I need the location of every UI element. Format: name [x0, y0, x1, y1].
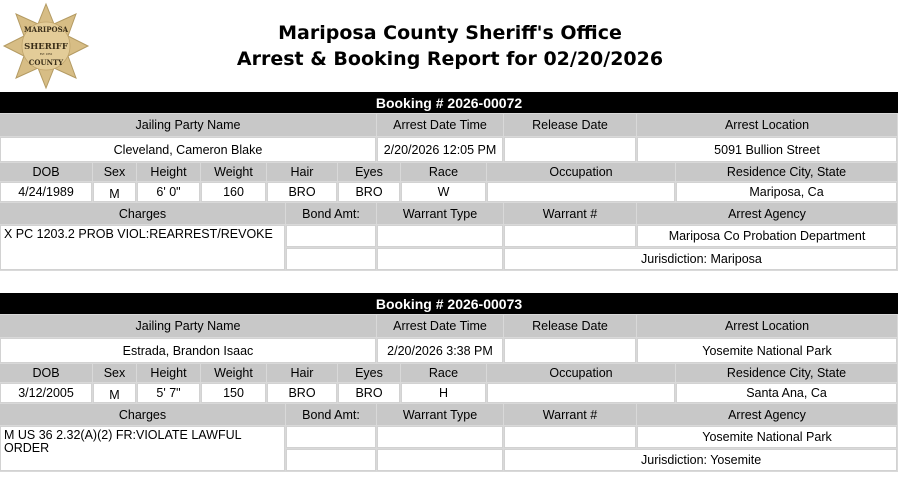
value-arrest-location: Yosemite National Park [637, 338, 897, 363]
booking-record [0, 293, 898, 473]
badge-text-bottom: COUNTY [28, 58, 64, 67]
label-arrest-agency: Arrest Agency [637, 203, 897, 224]
star-badge-icon [2, 2, 90, 90]
label-release-date: Release Date [504, 315, 636, 337]
badge-text-middle: SHERIFF [24, 42, 68, 52]
value-hair: BRO [267, 182, 337, 202]
label-jailing-party-name: Jailing Party Name [0, 315, 376, 337]
label-dob: DOB [0, 163, 92, 181]
label-hair: Hair [267, 163, 337, 181]
label-warrant-number: Warrant # [504, 404, 636, 425]
value-dob: 3/12/2005 [0, 383, 92, 403]
label-sex: Sex [93, 163, 136, 181]
label-residence: Residence City, State [676, 364, 897, 382]
label-race: Race [401, 364, 486, 382]
label-height: Height [137, 163, 200, 181]
value-occupation [487, 182, 675, 202]
value-arrest-date-time: 2/20/2026 3:38 PM [377, 338, 503, 363]
value-jurisdiction: Jurisdiction: Yosemite [504, 449, 897, 471]
value-release-date [504, 338, 636, 363]
report-title: Mariposa County Sheriff's Office [278, 22, 622, 44]
label-eyes: Eyes [338, 364, 400, 382]
label-arrest-location: Arrest Location [637, 315, 897, 337]
label-height: Height [137, 364, 200, 382]
label-bond-amt: Bond Amt: [286, 404, 376, 425]
value-warrant-type [377, 426, 503, 448]
label-charges: Charges [0, 404, 285, 425]
value-race: W [401, 182, 486, 202]
value-weight: 160 [201, 182, 266, 202]
value-charges: M US 36 2.32(A)(2) FR:VIOLATE LAWFUL ORDER [0, 426, 285, 471]
booking-number-bar: Booking # 2026-00072 [0, 92, 898, 113]
label-race: Race [401, 163, 486, 181]
label-residence: Residence City, State [676, 163, 897, 181]
value-name: Cleveland, Cameron Blake [0, 137, 376, 162]
label-release-date: Release Date [504, 114, 636, 136]
value-arrest-date-time: 2/20/2026 12:05 PM [377, 137, 503, 162]
label-eyes: Eyes [338, 163, 400, 181]
label-warrant-type: Warrant Type [377, 203, 503, 224]
label-warrant-number: Warrant # [504, 203, 636, 224]
value-arrest-agency: Mariposa Co Probation Department [637, 225, 897, 247]
label-sex: Sex [93, 364, 136, 382]
value-release-date [504, 137, 636, 162]
value-height: 5' 7" [137, 383, 200, 403]
empty-cell [286, 449, 376, 471]
label-hair: Hair [267, 364, 337, 382]
report-subtitle: Arrest & Booking Report for 02/20/2026 [236, 48, 664, 70]
label-weight: Weight [201, 163, 266, 181]
value-bond-amt [286, 426, 376, 448]
value-warrant-number [504, 426, 636, 448]
value-arrest-location: 5091 Bullion Street [637, 137, 897, 162]
value-residence: Santa Ana, Ca [676, 383, 897, 403]
label-bond-amt: Bond Amt: [286, 203, 376, 224]
label-charges: Charges [0, 203, 285, 224]
value-jurisdiction: Jurisdiction: Mariposa [504, 248, 897, 270]
booking-number-bar: Booking # 2026-00073 [0, 293, 898, 314]
value-height: 6' 0" [137, 182, 200, 202]
value-arrest-agency: Yosemite National Park [637, 426, 897, 448]
sheriff-badge-logo [2, 2, 90, 90]
empty-cell [377, 449, 503, 471]
label-arrest-date-time: Arrest Date Time [377, 315, 503, 337]
label-arrest-date-time: Arrest Date Time [377, 114, 503, 136]
value-sex: M [93, 182, 136, 202]
value-bond-amt [286, 225, 376, 247]
label-weight: Weight [201, 364, 266, 382]
value-warrant-number [504, 225, 636, 247]
value-charges: X PC 1203.2 PROB VIOL:REARREST/REVOKE [0, 225, 285, 270]
label-dob: DOB [0, 364, 92, 382]
value-race: H [401, 383, 486, 403]
booking-record [0, 92, 898, 272]
label-arrest-location: Arrest Location [637, 114, 897, 136]
empty-cell [286, 248, 376, 270]
value-hair: BRO [267, 383, 337, 403]
value-occupation [487, 383, 675, 403]
value-warrant-type [377, 225, 503, 247]
label-jailing-party-name: Jailing Party Name [0, 114, 376, 136]
value-weight: 150 [201, 383, 266, 403]
empty-cell [377, 248, 503, 270]
label-arrest-agency: Arrest Agency [637, 404, 897, 425]
value-sex: M [93, 383, 136, 403]
label-warrant-type: Warrant Type [377, 404, 503, 425]
value-dob: 4/24/1989 [0, 182, 92, 202]
value-residence: Mariposa, Ca [676, 182, 897, 202]
label-occupation: Occupation [487, 163, 675, 181]
value-name: Estrada, Brandon Isaac [0, 338, 376, 363]
badge-text-top: MARIPOSA [23, 25, 69, 34]
badge-text-est: EST. 1850 [39, 53, 53, 56]
label-occupation: Occupation [487, 364, 675, 382]
value-eyes: BRO [338, 182, 400, 202]
value-eyes: BRO [338, 383, 400, 403]
